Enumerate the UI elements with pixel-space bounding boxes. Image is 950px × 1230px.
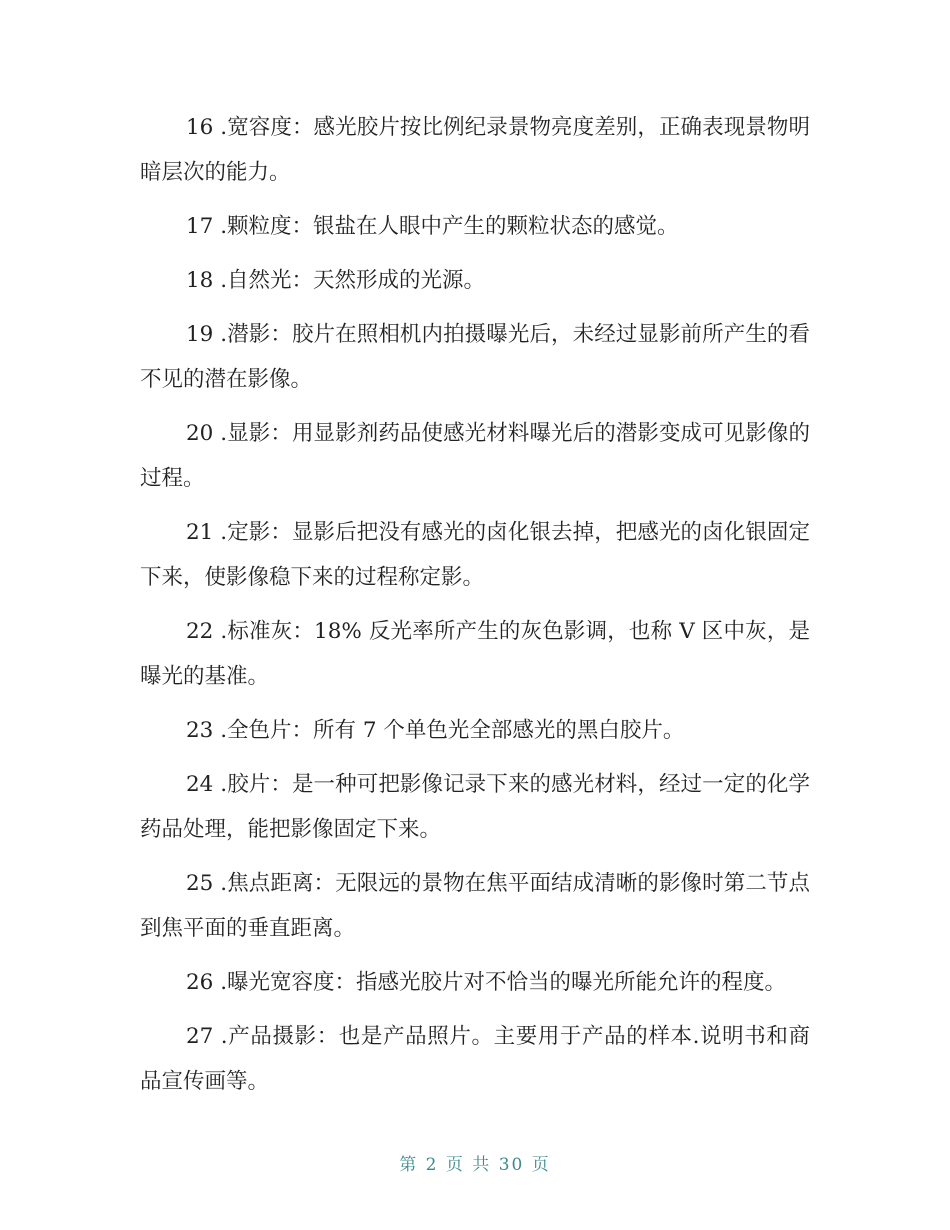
definition-paragraph-21: 21 .定影：显影后把没有感光的卤化银去掉，把感光的卤化银固定下来，使影像稳下来的过程称定影。 bbox=[140, 520, 810, 590]
definition-paragraph-27: 27 .产品摄影：也是产品照片。主要用于产品的样本.说明书和商品宣传画等。 bbox=[140, 1024, 810, 1094]
definition-paragraph-16: 16 .宽容度：感光胶片按比例纪录景物亮度差别，正确表现景物明暗层次的能力。 bbox=[140, 115, 810, 185]
definition-paragraph-23: 23 .全色片：所有 7 个单色光全部感光的黑白胶片。 bbox=[186, 718, 685, 743]
page-number-footer: 第 2 页 共 30 页 bbox=[399, 1155, 551, 1175]
document-body bbox=[140, 105, 810, 1113]
definition-paragraph-22: 22 .标准灰：18% 反光率所产生的灰色影调，也称 V 区中灰，是曝光的基准。 bbox=[140, 619, 810, 689]
definition-paragraph-26: 26 .曝光宽容度：指感光胶片对不恰当的曝光所能允许的程度。 bbox=[186, 970, 787, 995]
definition-paragraph-17: 17 .颗粒度：银盐在人眼中产生的颗粒状态的感觉。 bbox=[186, 214, 679, 239]
definition-paragraph-19: 19 .潜影：胶片在照相机内拍摄曝光后，未经过显影前所产生的看不见的潜在影像。 bbox=[140, 322, 810, 392]
definition-paragraph-18: 18 .自然光：天然形成的光源。 bbox=[186, 268, 486, 293]
definition-paragraph-25: 25 .焦点距离：无限远的景物在焦平面结成清晰的影像时第二节点到焦平面的垂直距离。 bbox=[140, 871, 810, 941]
definition-paragraph-24: 24 .胶片：是一种可把影像记录下来的感光材料，经过一定的化学药品处理，能把影像固定下来。 bbox=[140, 772, 810, 842]
definition-paragraph-20: 20 .显影：用显影剂药品使感光材料曝光后的潜影变成可见影像的过程。 bbox=[140, 421, 810, 491]
